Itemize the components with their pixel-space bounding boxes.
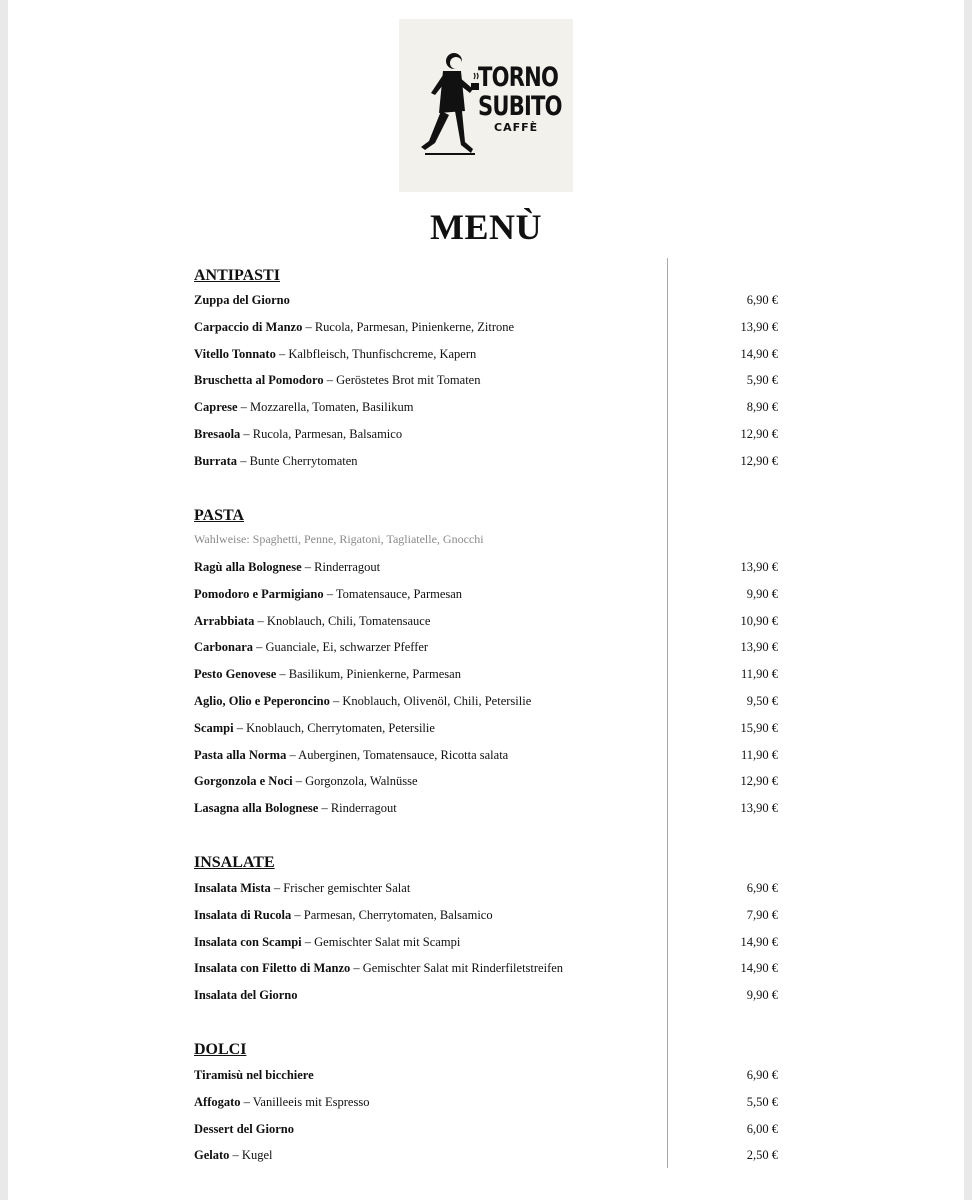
item-price: 6,90 € xyxy=(746,881,778,895)
item-price: 13,90 € xyxy=(740,560,778,574)
item-price: 15,90 € xyxy=(740,720,778,735)
item-name: Bruschetta al Pomodoro xyxy=(194,373,324,388)
item-name: Burrata xyxy=(194,453,238,468)
menu-item xyxy=(194,638,778,656)
item-description: – Kugel xyxy=(229,1148,273,1163)
logo-line-1: TORNO xyxy=(478,62,559,93)
menu-item xyxy=(194,291,778,309)
item-description: – Parmesan, Cherrytomaten, Balsamico xyxy=(291,907,493,922)
item-description: – Tomatensauce, Parmesan xyxy=(323,586,463,601)
item-name: Insalata con Filetto di Manzo xyxy=(194,961,351,976)
item-description: – Knoblauch, Cherrytomaten, Petersilie xyxy=(233,720,435,735)
item-description: – Knoblauch, Olivenöl, Chili, Petersilie xyxy=(329,694,532,708)
item-name: Lasagna alla Bolognese xyxy=(194,801,319,816)
item-price: 9,90 € xyxy=(746,586,778,601)
section-heading-insalate: INSALATE xyxy=(194,854,275,871)
item-name: Tiramisù nel bicchiere xyxy=(194,1068,314,1082)
cafe-logo xyxy=(399,19,573,192)
item-description: – Rinderragout xyxy=(301,560,381,574)
item-description: – Rucola, Parmesan, Pinienkerne, Zitrone xyxy=(302,319,515,334)
item-price: 12,90 € xyxy=(740,453,778,468)
item-price: 9,90 € xyxy=(746,988,778,1003)
item-price: 5,90 € xyxy=(746,373,778,388)
item-price: 13,90 € xyxy=(740,801,778,816)
menu-item xyxy=(194,772,778,790)
item-price: 6,90 € xyxy=(746,1068,778,1082)
item-name: Aglio, Olio e Peperoncino xyxy=(194,694,330,708)
menu-item xyxy=(194,425,778,443)
item-name: Affogato xyxy=(194,1094,241,1109)
menu-item xyxy=(194,398,778,416)
item-name: Pomodoro e Parmigiano xyxy=(194,586,324,601)
item-price: 5,50 € xyxy=(746,1094,778,1109)
item-price: 6,90 € xyxy=(746,293,778,307)
item-name: Vitello Tonnato xyxy=(194,346,276,361)
menu-item xyxy=(194,879,778,897)
menu-item xyxy=(194,585,778,603)
item-price: 14,90 € xyxy=(740,346,778,361)
item-price: 8,90 € xyxy=(746,400,778,415)
item-name: Insalata di Rucola xyxy=(194,907,292,922)
section-heading-pasta: PASTA xyxy=(194,507,245,524)
item-name: Pasta alla Norma xyxy=(194,747,287,762)
item-description: – Frischer gemischter Salat xyxy=(270,881,411,895)
item-name: Arrabbiata xyxy=(194,613,255,628)
logo-line-2: SUBITO xyxy=(478,91,562,122)
item-price: 10,90 € xyxy=(740,613,778,628)
item-description: – Mozzarella, Tomaten, Basilikum xyxy=(237,400,414,415)
item-description: – Gorgonzola, Walnüsse xyxy=(292,774,418,789)
menu-item xyxy=(194,959,778,977)
menu-item xyxy=(194,1146,778,1164)
item-price: 6,00 € xyxy=(746,1121,778,1136)
item-description: – Geröstetes Brot mit Tomaten xyxy=(323,373,481,388)
item-name: Gelato xyxy=(194,1148,230,1163)
menu-item xyxy=(194,1066,778,1084)
item-price: 11,90 € xyxy=(740,667,778,682)
item-price: 13,90 € xyxy=(740,319,778,334)
item-price: 2,50 € xyxy=(746,1148,778,1163)
item-name: Carpaccio di Manzo xyxy=(194,319,303,334)
menu-item xyxy=(194,719,778,737)
item-description: – Auberginen, Tomatensauce, Ricotta salata xyxy=(286,747,509,762)
menu-item xyxy=(194,612,778,630)
item-name: Ragù alla Bolognese xyxy=(194,560,302,574)
item-price: 13,90 € xyxy=(740,640,778,655)
menu-item xyxy=(194,906,778,924)
item-price: 12,90 € xyxy=(740,774,778,789)
menu-item xyxy=(194,452,778,470)
menu-item xyxy=(194,746,778,764)
item-description: – Bunte Cherrytomaten xyxy=(237,453,358,468)
item-description: – Basilikum, Pinienkerne, Parmesan xyxy=(276,667,461,682)
menu-item xyxy=(194,318,778,336)
menu-title: MENÙ xyxy=(430,207,542,247)
logo-wordmark xyxy=(478,63,568,135)
item-description: – Guanciale, Ei, schwarzer Pfeffer xyxy=(253,640,429,655)
menu-item xyxy=(194,1093,778,1111)
column-divider xyxy=(667,258,668,1168)
item-name: Insalata con Scampi xyxy=(194,934,302,949)
menu-item xyxy=(194,986,778,1004)
menu-item xyxy=(194,692,778,710)
item-description: – Rinderragout xyxy=(318,801,397,816)
menu-item xyxy=(194,665,778,683)
item-price: 11,90 € xyxy=(740,747,778,762)
item-name: Zuppa del Giorno xyxy=(194,293,290,307)
item-price: 7,90 € xyxy=(746,907,778,922)
item-description: – Gemischter Salat mit Scampi xyxy=(301,934,461,949)
item-description: – Gemischter Salat mit Rinderfiletstreifen xyxy=(350,961,564,976)
section-heading-dolci: DOLCI xyxy=(194,1041,247,1058)
item-name: Insalata Mista xyxy=(194,881,271,895)
section-note-pasta: Wahlweise: Spaghetti, Penne, Rigatoni, Tagliatelle, Gnocchi xyxy=(194,532,484,546)
item-description: – Kalbfleisch, Thunfischcreme, Kapern xyxy=(275,346,477,361)
item-name: Bresaola xyxy=(194,427,241,441)
menu-item xyxy=(194,799,778,817)
logo-line-3: CAFFÈ xyxy=(494,121,539,134)
item-name: Carbonara xyxy=(194,640,254,655)
menu-item xyxy=(194,558,778,576)
section-heading-antipasti: ANTIPASTI xyxy=(194,267,280,284)
item-price: 12,90 € xyxy=(740,427,778,441)
item-name: Dessert del Giorno xyxy=(194,1121,294,1136)
item-name: Pesto Genovese xyxy=(194,667,277,682)
item-name: Insalata del Giorno xyxy=(194,988,298,1003)
item-price: 14,90 € xyxy=(740,934,778,949)
menu-page xyxy=(8,0,964,1200)
menu-item xyxy=(194,371,778,389)
menu-item xyxy=(194,1120,778,1138)
item-description: – Rucola, Parmesan, Balsamico xyxy=(240,427,403,441)
menu-item xyxy=(194,933,778,951)
item-price: 9,50 € xyxy=(746,694,778,708)
item-description: – Vanilleeis mit Espresso xyxy=(240,1094,370,1109)
item-name: Scampi xyxy=(194,720,234,735)
item-name: Caprese xyxy=(194,400,238,415)
item-name: Gorgonzola e Noci xyxy=(194,774,293,789)
item-description: – Knoblauch, Chili, Tomatensauce xyxy=(254,613,431,628)
menu-item xyxy=(194,345,778,363)
item-price: 14,90 € xyxy=(740,961,778,976)
